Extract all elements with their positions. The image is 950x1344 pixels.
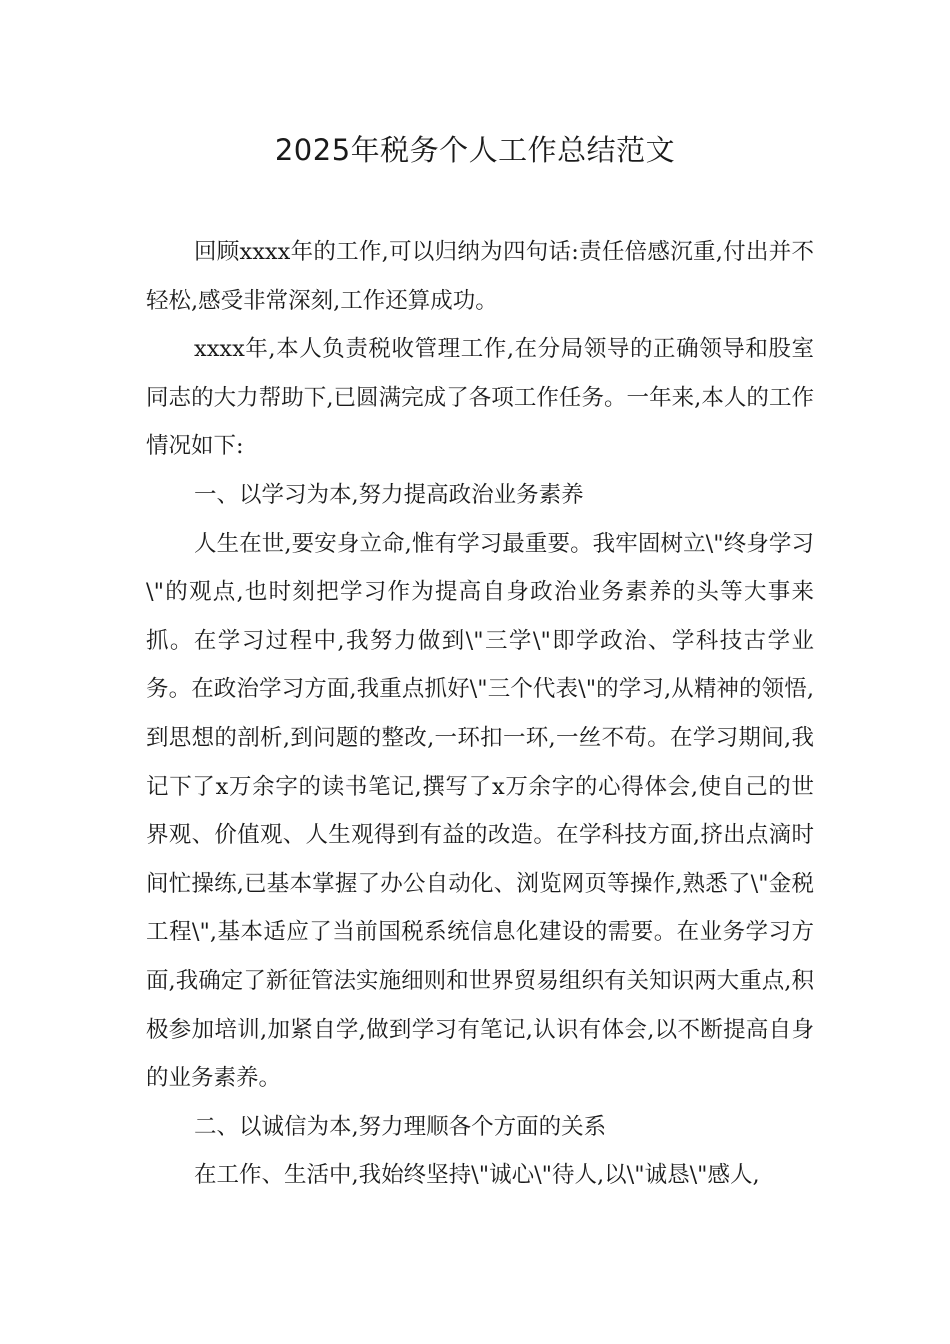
- paragraph-overview: xxxx年,本人负责税收管理工作,在分局领导的正确领导和股室同志的大力帮助下,已圆满完成了各项工作任务。一年来,本人的工作情况如下:: [146, 336, 814, 460]
- paragraph-review: 回顾xxxx年的工作,可以归纳为四句话:责任倍感沉重,付出并不轻松,感受非常深刻,工作还算成功。: [146, 239, 814, 314]
- document-title: 2025年税务个人工作总结范文: [274, 133, 676, 167]
- paragraph-integrity: 在工作、生活中,我始终坚持\"诚心\"待人,以\"诚恳\"感人,: [194, 1162, 760, 1189]
- section-heading-integrity: 二、以诚信为本,努力理顺各个方面的关系: [194, 1113, 607, 1140]
- document-body: [146, 228, 814, 1200]
- section-heading-learning: 一、以学习为本,努力提高政治业务素养: [194, 481, 584, 508]
- paragraph-learning: 人生在世,要安身立命,惟有学习最重要。我牢固树立\"终身学习\"的观点,也时刻把学习作为提高自身政治业务素养的头等大事来抓。在学习过程中,我努力做到\"三学\"即学政治、学科技古学业务。在政治学习方面,我重点抓好\"三个代表\"的学习,从精神的领悟,到思想的剖析,到问题的整改,一环扣一环,一丝不苟。在学习期间,我记下了x万余字的读书笔记,撰写了x万余字的心得体会,使自己的世界观、价值观、人生观得到有益的改造。在学科技方面,挤出点滴时间忙操练,已基本掌握了办公自动化、浏览网页等操作,熟悉了\"金税工程\",基本适应了当前国税系统信息化建设的需要。在业务学习方面,我确定了新征管法实施细则和世界贸易组织有关知识两大重点,积极参加培训,加紧自学,做到学习有笔记,认识有体会,以不断提高自身的业务素养。: [146, 530, 814, 1092]
